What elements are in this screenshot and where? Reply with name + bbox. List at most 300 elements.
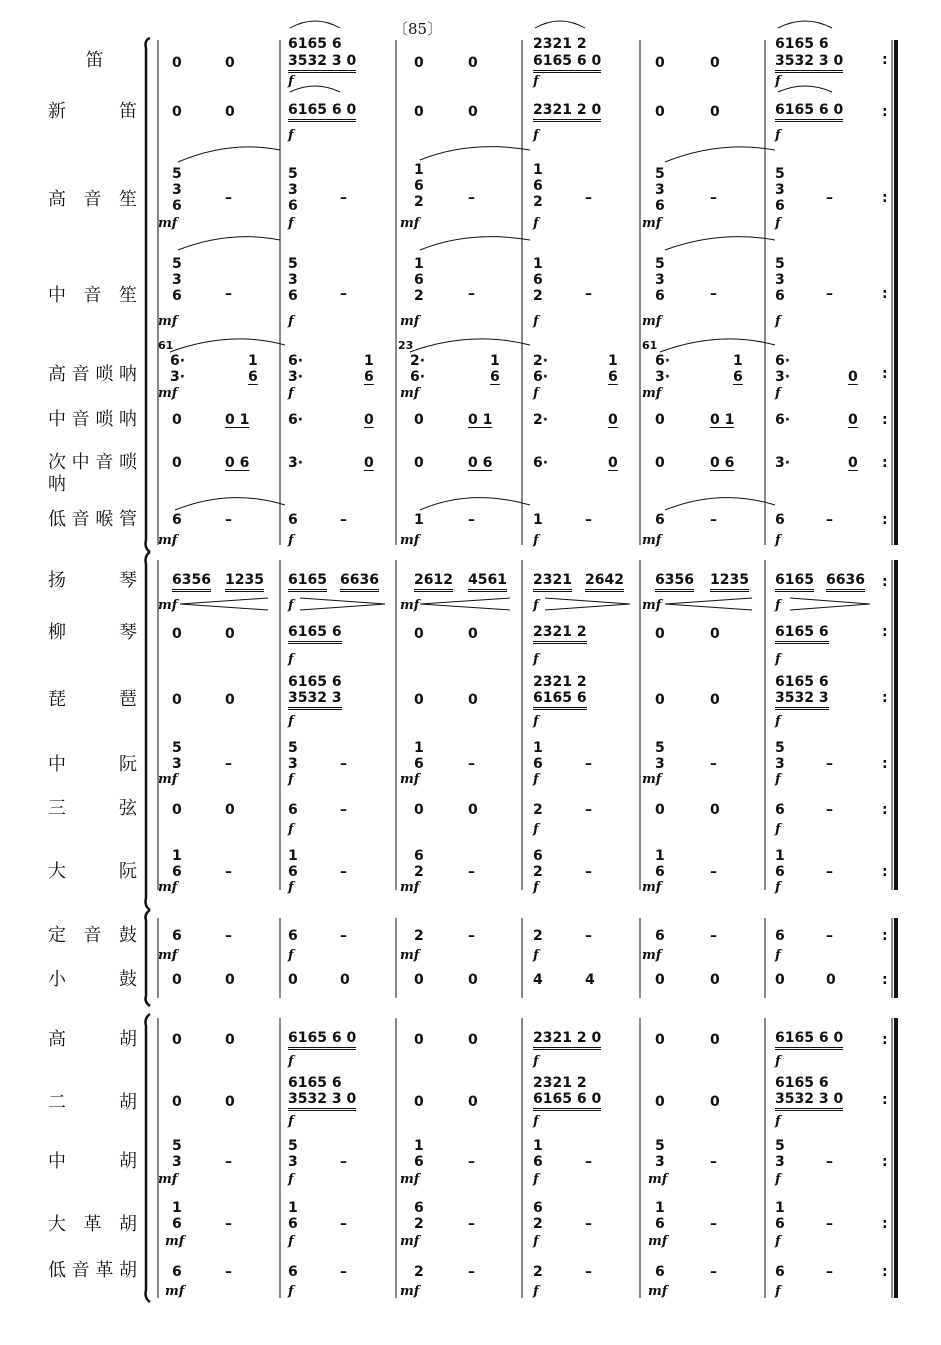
zsn-m3-rest: 0 xyxy=(414,412,424,428)
label-gaoyinsuona: 高音唢呐 xyxy=(48,364,138,385)
eh-m1-rest1: 0 xyxy=(172,1094,182,1110)
zh-m6-dyn: f xyxy=(775,1172,781,1187)
dr-m5: 1 6 xyxy=(655,848,665,880)
zh-m5: 5 3 xyxy=(655,1138,665,1170)
xindi-m2: 6165 6 0 xyxy=(288,102,356,122)
yq-m4-dyn: f xyxy=(533,598,539,613)
czsn-m3-b: 0 6 xyxy=(468,455,493,471)
di-m2-lower: 3532 3 0 xyxy=(288,53,356,73)
gsheng-m2-dash: – xyxy=(340,190,347,206)
hg-m4-dyn: f xyxy=(533,533,539,548)
dyh-m6-dyn: f xyxy=(775,1284,781,1299)
zr-m3-dyn: mf xyxy=(400,772,420,787)
di-m3-rest2: 0 xyxy=(468,55,478,71)
lq-m6: 6165 6 xyxy=(775,624,829,644)
xindi-repeat: : xyxy=(882,104,888,120)
label-erhu: 二胡 xyxy=(48,1092,138,1113)
zh-m1-dash: – xyxy=(225,1154,232,1170)
gsn-m5-x: 1 xyxy=(733,353,743,369)
dr-m1: 1 6 xyxy=(172,848,182,880)
zsn-m2-a: 6· xyxy=(288,412,304,428)
zr-m2-dyn: f xyxy=(288,772,294,787)
yq-m2-dyn: f xyxy=(288,598,294,613)
zh-repeat: : xyxy=(882,1154,888,1170)
dgh-m6: 1 6 xyxy=(775,1200,785,1232)
lq-m3-rest1: 0 xyxy=(414,626,424,642)
dgh-m1-dash: – xyxy=(225,1216,232,1232)
di-m2-upper: 6165 6 xyxy=(288,36,342,52)
gsn-m2-dyn: f xyxy=(288,386,294,401)
zr-m4: 1 6 xyxy=(533,740,543,772)
label-gaoyinsheng: 高音笙 xyxy=(48,189,138,210)
czsn-repeat: : xyxy=(882,455,888,471)
dyh-m2: 6 xyxy=(288,1264,298,1280)
sx-m4-dash: – xyxy=(585,802,592,818)
dyh-m6-dash: – xyxy=(826,1264,833,1280)
label-sanxian: 三弦 xyxy=(48,798,138,819)
label-xiaogu: 小鼓 xyxy=(48,969,138,990)
eh-m5-rest2: 0 xyxy=(710,1094,720,1110)
gsn-m5-top: 6· xyxy=(655,353,671,369)
zsheng-m1: 5 3 6 xyxy=(172,256,182,304)
zsheng-m5-dyn: mf xyxy=(642,314,662,329)
hg-m5-dash: – xyxy=(710,512,717,528)
zr-m6-dash: – xyxy=(826,756,833,772)
sx-m5-rest2: 0 xyxy=(710,802,720,818)
gsheng-m3-dyn: mf xyxy=(400,216,420,231)
dgh-m2-dyn: f xyxy=(288,1234,294,1249)
zsheng-m3-dash: – xyxy=(468,286,475,302)
dyh-m3-dyn: mf xyxy=(400,1284,420,1299)
zr-m6-dyn: f xyxy=(775,772,781,787)
gsheng-m4: 1 6 2 xyxy=(533,162,543,210)
label-liuqin: 柳琴 xyxy=(48,622,138,643)
pp-m6-lower: 3532 3 xyxy=(775,690,829,710)
label-zhongyinsheng: 中音笙 xyxy=(48,285,138,306)
yq-m3-b: 4561 xyxy=(468,572,507,592)
lq-m5-rest1: 0 xyxy=(655,626,665,642)
zr-m4-dash: – xyxy=(585,756,592,772)
eh-repeat: : xyxy=(882,1092,888,1108)
dgh-m5: 1 6 xyxy=(655,1200,665,1232)
zr-m3: 1 6 xyxy=(414,740,424,772)
lq-m1-rest2: 0 xyxy=(225,626,235,642)
bracket-winds xyxy=(146,38,151,552)
dyh-m4-dyn: f xyxy=(533,1284,539,1299)
dgh-m6-dash: – xyxy=(826,1216,833,1232)
yq-m6-a: 6165 xyxy=(775,572,814,592)
xg-repeat: : xyxy=(882,972,888,988)
dyg-m1-dash: – xyxy=(225,928,232,944)
zsheng-m1-dash: – xyxy=(225,286,232,302)
pp-m6-upper: 6165 6 xyxy=(775,674,829,690)
xindi-m4-dyn: f xyxy=(533,128,539,143)
gh-m3-rest1: 0 xyxy=(414,1032,424,1048)
zh-m6: 5 3 xyxy=(775,1138,785,1170)
dgh-m1-dyn: mf xyxy=(165,1234,185,1249)
di-m1-rest2: 0 xyxy=(225,55,235,71)
dr-repeat: : xyxy=(882,864,888,880)
zh-m3-dyn: mf xyxy=(400,1172,420,1187)
pp-m5-rest2: 0 xyxy=(710,692,720,708)
slur-sheng2-a xyxy=(178,237,280,250)
gsn-m4-y: 6 xyxy=(608,369,618,385)
yq-m1-b: 1235 xyxy=(225,572,264,592)
sx-m2-dyn: f xyxy=(288,822,294,837)
bracket-bowed xyxy=(146,1014,151,1302)
gsn-m6-dyn: f xyxy=(775,386,781,401)
dyg-m2: 6 xyxy=(288,928,298,944)
slur-houguan-b xyxy=(420,498,530,510)
yq-m1-dyn: mf xyxy=(158,598,178,613)
gsn-m2-x: 1 xyxy=(364,353,374,369)
slur-di-top-c xyxy=(778,21,832,28)
di-m4-lower: 6165 6 0 xyxy=(533,53,601,73)
hg-m5: 6 xyxy=(655,512,665,528)
zr-m1-dyn: mf xyxy=(158,772,178,787)
gsn-m5-dyn: mf xyxy=(642,386,662,401)
gh-m1-rest1: 0 xyxy=(172,1032,182,1048)
dyg-m4-dash: – xyxy=(585,928,592,944)
eh-m6-dyn: f xyxy=(775,1114,781,1129)
czsn-m6-rest: 0 xyxy=(848,455,858,471)
zsheng-m6-dash: – xyxy=(826,286,833,302)
slur-sheng1-a xyxy=(178,147,280,162)
yq-m4-b: 2642 xyxy=(585,572,624,592)
hg-m4-dash: – xyxy=(585,512,592,528)
lq-m6-dyn: f xyxy=(775,652,781,667)
xindi-m2-dyn: f xyxy=(288,128,294,143)
gsn-m3-bot: 6· xyxy=(410,369,426,385)
pp-m4-lower: 6165 6 xyxy=(533,690,587,710)
czsn-m4-a: 6· xyxy=(533,455,549,471)
czsn-m4-rest: 0 xyxy=(608,455,618,471)
eh-m4-dyn: f xyxy=(533,1114,539,1129)
gsn-m4-dyn: f xyxy=(533,386,539,401)
zr-m6: 5 3 xyxy=(775,740,785,772)
eh-m1-rest2: 0 xyxy=(225,1094,235,1110)
hairpin-cresc-3 xyxy=(665,598,752,610)
dgh-m4-dash: – xyxy=(585,1216,592,1232)
xg-m4-b: 4 xyxy=(585,972,595,988)
lq-m2: 6165 6 xyxy=(288,624,342,644)
zr-m3-dash: – xyxy=(468,756,475,772)
hg-m2-dyn: f xyxy=(288,533,294,548)
dgh-m2: 1 6 xyxy=(288,1200,298,1232)
zh-m4: 1 6 xyxy=(533,1138,543,1170)
xindi-m1-rest1: 0 xyxy=(172,104,182,120)
pp-m3-rest2: 0 xyxy=(468,692,478,708)
gsn-m3-top: 2· xyxy=(410,353,426,369)
di-m4-dyn: f xyxy=(533,74,539,89)
sx-m6-dyn: f xyxy=(775,822,781,837)
gsn-m1-top: 6· xyxy=(170,353,186,369)
dyg-m5-dyn: mf xyxy=(642,948,662,963)
di-m1-rest1: 0 xyxy=(172,55,182,71)
dr-m2-dash: – xyxy=(340,864,347,880)
sx-m2-dash: – xyxy=(340,802,347,818)
xg-m3-rest1: 0 xyxy=(414,972,424,988)
pp-m1-rest2: 0 xyxy=(225,692,235,708)
dyg-m6-dash: – xyxy=(826,928,833,944)
gsheng-m6-dash: – xyxy=(826,190,833,206)
dgh-m4-dyn: f xyxy=(533,1234,539,1249)
zsn-m5-b: 0 1 xyxy=(710,412,735,428)
sx-m3-rest1: 0 xyxy=(414,802,424,818)
zh-m3: 1 6 xyxy=(414,1138,424,1170)
xg-m4-a: 4 xyxy=(533,972,543,988)
pp-m5-rest1: 0 xyxy=(655,692,665,708)
zh-m4-dash: – xyxy=(585,1154,592,1170)
hg-m6: 6 xyxy=(775,512,785,528)
rehearsal-mark: 〔85〕 xyxy=(393,20,443,38)
label-cizhongyinsuona: 次中音唢呐 xyxy=(48,452,138,495)
yq-m3-dyn: mf xyxy=(400,598,420,613)
dgh-m1: 1 6 xyxy=(172,1200,182,1232)
dr-m5-dyn: mf xyxy=(642,880,662,895)
hg-m5-dyn: mf xyxy=(642,533,662,548)
gsn-m6-bot: 3· xyxy=(775,369,791,385)
sx-m2: 6 xyxy=(288,802,298,818)
hairpin-dim-3 xyxy=(790,598,870,610)
yq-m1-a: 6356 xyxy=(172,572,211,592)
dyh-m1-dyn: mf xyxy=(165,1284,185,1299)
dyg-m6-dyn: f xyxy=(775,948,781,963)
zr-m1-dash: – xyxy=(225,756,232,772)
zsheng-m3-dyn: mf xyxy=(400,314,420,329)
sx-m5-rest1: 0 xyxy=(655,802,665,818)
eh-m5-rest1: 0 xyxy=(655,1094,665,1110)
lq-m3-rest2: 0 xyxy=(468,626,478,642)
gsheng-m5-dyn: mf xyxy=(642,216,662,231)
gsn-m6-rest: 0 xyxy=(848,369,858,385)
zr-m4-dyn: f xyxy=(533,772,539,787)
czsn-m5-b: 0 6 xyxy=(710,455,735,471)
gsn-m1-dyn: mf xyxy=(158,386,178,401)
hg-m3-dyn: mf xyxy=(400,533,420,548)
zsheng-m5: 5 3 6 xyxy=(655,256,665,304)
label-diyingehu: 低音革胡 xyxy=(48,1260,138,1281)
xindi-m1-rest2: 0 xyxy=(225,104,235,120)
gsn-m4-top: 2· xyxy=(533,353,549,369)
dyh-repeat: : xyxy=(882,1264,888,1280)
label-diyinhouguan: 低音喉管 xyxy=(48,509,138,530)
dyh-m2-dash: – xyxy=(340,1264,347,1280)
xindi-m6: 6165 6 0 xyxy=(775,102,843,122)
zsn-repeat: : xyxy=(882,412,888,428)
eh-m6-upper: 6165 6 xyxy=(775,1075,829,1091)
pp-m6-dyn: f xyxy=(775,714,781,729)
zsn-m1-rest: 0 xyxy=(172,412,182,428)
zsheng-m5-dash: – xyxy=(710,286,717,302)
slur-xindi-c xyxy=(778,86,832,92)
dr-m6-dyn: f xyxy=(775,880,781,895)
yq-m3-a: 2612 xyxy=(414,572,453,592)
di-m3-rest1: 0 xyxy=(414,55,424,71)
gh-repeat: : xyxy=(882,1032,888,1048)
xindi-m4: 2321 2 0 xyxy=(533,102,601,122)
dyg-m4-dyn: f xyxy=(533,948,539,963)
gsn-repeat: : xyxy=(882,366,888,382)
di-m5-rest2: 0 xyxy=(710,55,720,71)
dgh-m3-dash: – xyxy=(468,1216,475,1232)
zr-m2-dash: – xyxy=(340,756,347,772)
hairpin-dim-2 xyxy=(545,598,630,610)
yq-m6-dyn: f xyxy=(775,598,781,613)
gsheng-m1: 5 3 6 xyxy=(172,166,182,214)
pp-m4-upper: 2321 2 xyxy=(533,674,587,690)
slur-houguan-c xyxy=(665,498,775,510)
dgh-m5-dash: – xyxy=(710,1216,717,1232)
bracket-plucked xyxy=(146,552,151,910)
dyg-m4: 2 xyxy=(533,928,543,944)
zsheng-m2-dash: – xyxy=(340,286,347,302)
zh-m5-dash: – xyxy=(710,1154,717,1170)
yq-m6-b: 6636 xyxy=(826,572,865,592)
hg-m6-dash: – xyxy=(826,512,833,528)
xg-m2-rest2: 0 xyxy=(340,972,350,988)
bracket-percussion xyxy=(146,910,151,1006)
zsheng-m6: 5 3 6 xyxy=(775,256,785,304)
gsn-m1-bot: 3· xyxy=(170,369,186,385)
gsn-m2-y: 6 xyxy=(364,369,374,385)
dyh-m3-dash: – xyxy=(468,1264,475,1280)
gsn-m1-grace: 61 xyxy=(158,339,174,352)
gh-m5-rest1: 0 xyxy=(655,1032,665,1048)
zr-repeat: : xyxy=(882,756,888,772)
lq-m4-dyn: f xyxy=(533,652,539,667)
eh-m3-rest1: 0 xyxy=(414,1094,424,1110)
dyg-m6: 6 xyxy=(775,928,785,944)
dyg-repeat: : xyxy=(882,928,888,944)
dr-m4: 6 2 xyxy=(533,848,543,880)
zsn-m1-b: 0 1 xyxy=(225,412,250,428)
czsn-m1-b: 0 6 xyxy=(225,455,250,471)
xg-m5-rest1: 0 xyxy=(655,972,665,988)
gh-m5-rest2: 0 xyxy=(710,1032,720,1048)
sx-m6: 6 xyxy=(775,802,785,818)
zsn-m2-rest: 0 xyxy=(364,412,374,428)
dyh-m4-dash: – xyxy=(585,1264,592,1280)
dyg-m3: 2 xyxy=(414,928,424,944)
yq-m5-dyn: mf xyxy=(642,598,662,613)
xindi-m3-rest2: 0 xyxy=(468,104,478,120)
dr-m3: 6 2 xyxy=(414,848,424,880)
dyg-m3-dyn: mf xyxy=(400,948,420,963)
eh-m2-dyn: f xyxy=(288,1114,294,1129)
pp-m1-rest1: 0 xyxy=(172,692,182,708)
gsn-m5-grace: 61 xyxy=(642,339,658,352)
gsheng-m5: 5 3 6 xyxy=(655,166,665,214)
xindi-m5-rest2: 0 xyxy=(710,104,720,120)
zh-m1: 5 3 xyxy=(172,1138,182,1170)
label-zhonghu: 中胡 xyxy=(48,1151,138,1172)
gsheng-repeat: : xyxy=(882,190,888,206)
gsheng-m2: 5 3 6 xyxy=(288,166,298,214)
xg-m2-rest1: 0 xyxy=(288,972,298,988)
xindi-m5-rest1: 0 xyxy=(655,104,665,120)
gsn-m2-bot: 3· xyxy=(288,369,304,385)
xindi-m6-dyn: f xyxy=(775,128,781,143)
gsheng-m4-dash: – xyxy=(585,190,592,206)
gh-m1-rest2: 0 xyxy=(225,1032,235,1048)
dyh-m5-dash: – xyxy=(710,1264,717,1280)
gsn-m3-x: 1 xyxy=(490,353,500,369)
di-m4-upper: 2321 2 xyxy=(533,36,587,52)
gsn-m3-grace: 23 xyxy=(398,339,414,352)
gsn-m5-y: 6 xyxy=(733,369,743,385)
dr-m2-dyn: f xyxy=(288,880,294,895)
dyg-m2-dash: – xyxy=(340,928,347,944)
dyh-m6: 6 xyxy=(775,1264,785,1280)
sx-m1-rest1: 0 xyxy=(172,802,182,818)
czsn-m5-rest: 0 xyxy=(655,455,665,471)
yq-m4-a: 2321 xyxy=(533,572,572,592)
label-zhongruan: 中阮 xyxy=(48,754,138,775)
sx-m3-rest2: 0 xyxy=(468,802,478,818)
pp-m3-rest1: 0 xyxy=(414,692,424,708)
czsn-m1-rest: 0 xyxy=(172,455,182,471)
label-daruan: 大阮 xyxy=(48,861,138,882)
dyg-m5-dash: – xyxy=(710,928,717,944)
slur-di-top-a xyxy=(290,21,340,28)
zr-m5: 5 3 xyxy=(655,740,665,772)
lq-m4: 2321 2 xyxy=(533,624,587,644)
dyg-m1: 6 xyxy=(172,928,182,944)
di-m6-dyn: f xyxy=(775,74,781,89)
hg-repeat: : xyxy=(882,512,888,528)
gh-m2: 6165 6 0 xyxy=(288,1030,356,1050)
zh-m3-dash: – xyxy=(468,1154,475,1170)
gh-m4-dyn: f xyxy=(533,1054,539,1069)
dyh-m1: 6 xyxy=(172,1264,182,1280)
zh-m2-dash: – xyxy=(340,1154,347,1170)
sx-m4: 2 xyxy=(533,802,543,818)
gsn-m6-top: 6· xyxy=(775,353,791,369)
dyh-m1-dash: – xyxy=(225,1264,232,1280)
slur-suona-a xyxy=(170,339,285,352)
yq-repeat: : xyxy=(882,574,888,590)
zsheng-m4-dash: – xyxy=(585,286,592,302)
dgh-m2-dash: – xyxy=(340,1216,347,1232)
gh-m3-rest2: 0 xyxy=(468,1032,478,1048)
gsn-m1-y: 6 xyxy=(248,369,258,385)
di-m2-dyn: f xyxy=(288,74,294,89)
gh-m4: 2321 2 0 xyxy=(533,1030,601,1050)
slur-sheng1-c xyxy=(665,147,775,162)
dyg-m5: 6 xyxy=(655,928,665,944)
xg-m6-rest1: 0 xyxy=(775,972,785,988)
lq-repeat: : xyxy=(882,624,888,640)
label-pipa: 琵琶 xyxy=(48,689,138,710)
yq-m2-b: 6636 xyxy=(340,572,379,592)
slur-houguan-a xyxy=(175,498,285,510)
label-dagehu: 大革胡 xyxy=(48,1214,138,1235)
gsn-m4-x: 1 xyxy=(608,353,618,369)
zsn-m6-a: 6· xyxy=(775,412,791,428)
gh-m2-dyn: f xyxy=(288,1054,294,1069)
slur-sheng2-c xyxy=(665,237,775,250)
gsn-m4-bot: 6· xyxy=(533,369,549,385)
slur-sheng2-b xyxy=(420,237,530,250)
zr-m5-dyn: mf xyxy=(642,772,662,787)
zsheng-m2: 5 3 6 xyxy=(288,256,298,304)
dr-m3-dyn: mf xyxy=(400,880,420,895)
dyh-m4: 2 xyxy=(533,1264,543,1280)
zsheng-repeat: : xyxy=(882,286,888,302)
czsn-m2-a: 3· xyxy=(288,455,304,471)
gsn-m5-bot: 3· xyxy=(655,369,671,385)
